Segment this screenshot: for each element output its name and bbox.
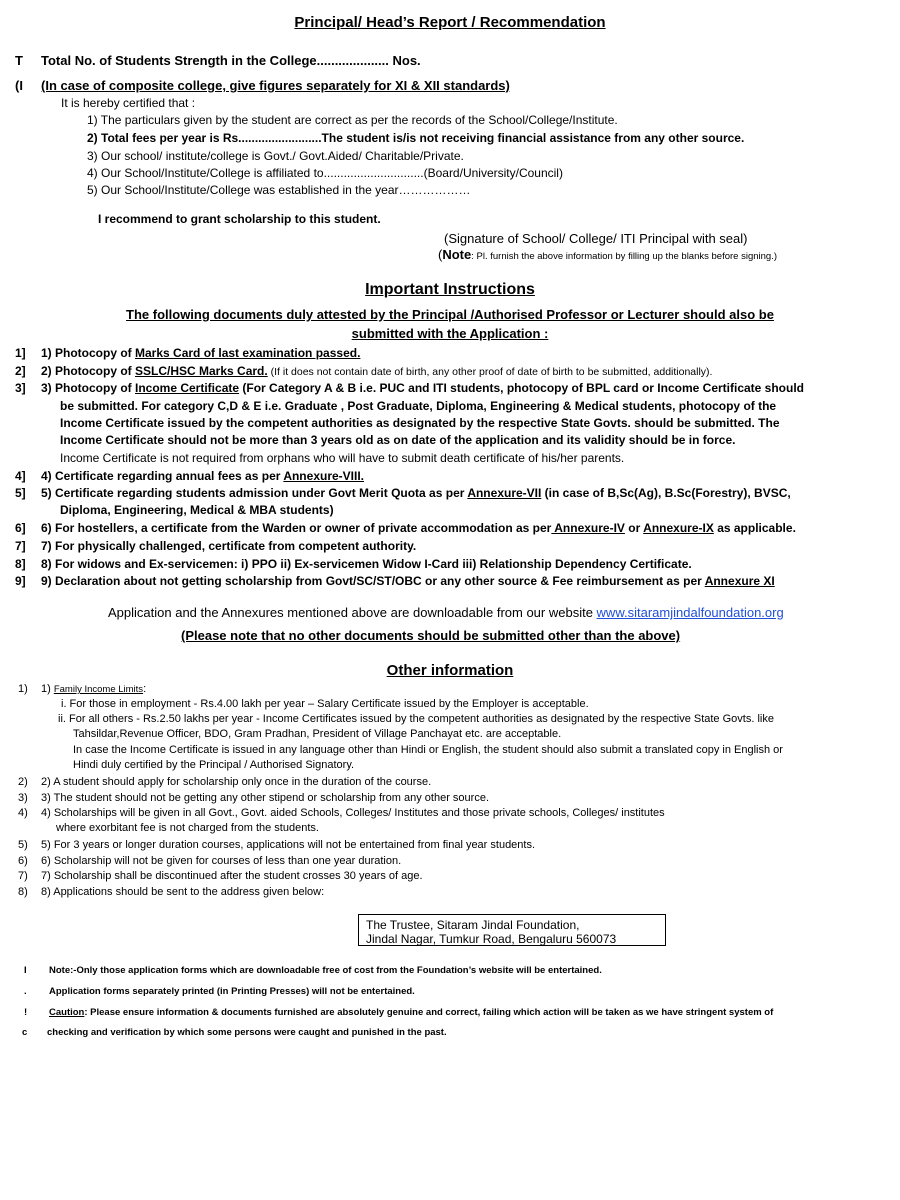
other-item-3: 3) The student should not be getting any other stipend or scholarship from any other source.: [41, 792, 490, 804]
cert-item-3: 3) Our school/ institute/college is Govt./ Govt.Aided/ Charitable/Private.: [87, 149, 464, 163]
cert-item-5: 5) Our School/Institute/College was established in the year………………: [87, 183, 471, 197]
caution-note: Caution: Please ensure information & documents furnished are absolutely genuine and correct, failing which action will be taken as we have stringent system of: [49, 1007, 774, 1018]
instruction-item-7: 7) For physically challenged, certificate from competent authority.: [41, 539, 417, 553]
note-marker: !: [24, 1007, 28, 1018]
note-label: Note: [442, 247, 472, 262]
instruction-item-9: 9) Declaration about not getting scholarship from Govt/SC/ST/OBC or any other source & Fee reimbursement as per Annexure XI: [41, 574, 775, 588]
cert-item-2: 2) Total fees per year is Rs.........................The student is/is not receiving financial assistance from any other source.: [87, 131, 745, 145]
instruction-item-3-line: be submitted. For category C,D & E i.e. Graduate , Post Graduate, Diploma, Engineering & Medical students, photocopy of the: [60, 399, 777, 413]
instructions-title: Important Instructions: [365, 281, 535, 298]
instruction-item-5: 5) Certificate regarding students admission under Govt Merit Quota as per Annexure-VII (in case of B,Sc(Ag), B.Sc(Forestry), BVSC,: [41, 486, 791, 500]
item-marker: 5): [18, 839, 28, 851]
other-item-4: 4) Scholarships will be given in all Govt., Govt. aided Schools, Colleges/ Institutes and those private schools, Colleges/ institutes: [41, 807, 665, 819]
please-note: (Please note that no other documents should be submitted other than the above): [181, 628, 681, 643]
instruction-item-3-line: Income Certificate is not required from orphans who will have to submit death certificate of his/her parents.: [60, 451, 625, 465]
item-marker: 7]: [15, 539, 26, 553]
item-marker: 9]: [15, 574, 26, 588]
item-marker: 2): [18, 776, 28, 788]
address-line-2: Jindal Nagar, Tumkur Road, Bengaluru 560073: [366, 932, 617, 946]
other-item-7: 7) Scholarship shall be discontinued after the student crosses 30 years of age.: [41, 870, 423, 882]
certified-intro: It is hereby certified that :: [61, 96, 196, 110]
other-item-1: 1) Family Income Limits:: [41, 683, 147, 695]
download-only-note: Note:-Only those application forms which are downloadable free of cost from the Foundation’s website will be entertained.: [49, 965, 602, 976]
instructions-subtitle-line-1: The following documents duly attested by the Principal /Authorised Professor or Lecturer should also be: [126, 307, 774, 322]
instruction-item-5-line: Diploma, Engineering, Medical & MBA students): [60, 503, 334, 517]
fill-note: (Note: Pl. furnish the above information by filling up the blanks before signing.): [438, 247, 777, 262]
address-line-1: The Trustee, Sitaram Jindal Foundation,: [366, 918, 580, 932]
item-marker: 4]: [15, 469, 26, 483]
translation-note-line: Hindi duly certified by the Principal / Authorised Signatory.: [73, 759, 355, 771]
composite-note: (In case of composite college, give figures separately for XI & XII standards): [41, 78, 510, 93]
printed-forms-note: Application forms separately printed (in Printing Presses) will not be entertained.: [49, 986, 415, 997]
recommend-statement: I recommend to grant scholarship to this student.: [98, 212, 381, 226]
item-marker: 6): [18, 855, 28, 867]
instruction-item-4: 4) Certificate regarding annual fees as per Annexure-VIII.: [41, 469, 364, 483]
website-link[interactable]: www.sitaramjindalfoundation.org: [596, 605, 784, 620]
instruction-item-3: 3) Photocopy of Income Certificate (For Category A & B i.e. PUC and ITI students, photocopy of BPL card or Income Certificate should: [41, 381, 804, 395]
left-marker: T: [15, 53, 23, 68]
instructions-subtitle-line-2: submitted with the Application :: [351, 326, 549, 341]
item-marker: 4): [18, 807, 28, 819]
instruction-item-2: 2) Photocopy of SSLC/HSC Marks Card. (If it does not contain date of birth, any other proof of date of birth to be submitted, additionally).: [41, 364, 713, 378]
note-marker: c: [22, 1027, 28, 1038]
item-marker: 1): [18, 683, 28, 695]
report-title: Principal/ Head’s Report / Recommendation: [294, 14, 606, 31]
translation-note: In case the Income Certificate is issued in any language other than Hindi or English, the student should also submit a translated copy in English or: [73, 744, 783, 756]
other-item-2: 2) A student should apply for scholarship only once in the duration of the course.: [41, 776, 432, 788]
caution-note-line: checking and verification by which some persons were caught and punished in the past.: [47, 1027, 447, 1038]
item-marker: 8]: [15, 557, 26, 571]
item-marker: 7): [18, 870, 28, 882]
income-limit-employment: i. For those in employment - Rs.4.00 lakh per year – Salary Certificate issued by the Employer is acceptable.: [61, 698, 589, 710]
instruction-item-3-line: Income Certificate should not be more than 3 years old as on date of the application and its validity should be in force.: [60, 433, 736, 447]
download-note: Application and the Annexures mentioned above are downloadable from our website www.sitaramjindalfoundation.org: [108, 605, 784, 620]
item-marker: 2]: [15, 364, 26, 378]
cert-item-1: 1) The particulars given by the student are correct as per the records of the School/College/Institute.: [87, 113, 618, 127]
note-marker: I: [24, 965, 27, 976]
item-marker: 6]: [15, 521, 26, 535]
income-limit-others-line: Tahsildar,Revenue Officer, BDO, Gram Pradhan, President of Village Panchayat etc. are acceptable.: [73, 728, 562, 740]
instruction-item-8: 8) For widows and Ex-servicemen: i) PPO ii) Ex-servicemen Widow I-Card iii) Relationship Dependency Certificate.: [41, 557, 692, 571]
income-limit-others: ii. For all others - Rs.2.50 lakhs per year - Income Certificates issued by the competent authorities as designated by the respective State Govts. like: [58, 713, 774, 725]
total-strength-line: Total No. of Students Strength in the College.................... Nos.: [41, 53, 421, 68]
other-info-title: Other information: [386, 662, 514, 679]
item-marker: 1]: [15, 346, 26, 360]
caution-label: Caution: [49, 1007, 85, 1018]
instruction-item-1: 1) Photocopy of Marks Card of last examination passed.: [41, 346, 361, 360]
signature-line: (Signature of School/ College/ ITI Principal with seal): [444, 231, 748, 246]
other-item-6: 6) Scholarship will not be given for courses of less than one year duration.: [41, 855, 402, 867]
address-box: [358, 914, 666, 946]
item-marker: 3]: [15, 381, 26, 395]
instruction-item-6: 6) For hostellers, a certificate from the Warden or owner of private accommodation as per Annexure-IV or Annexure-IX as applicable.: [41, 521, 796, 535]
other-item-8: 8) Applications should be sent to the address given below:: [41, 886, 325, 898]
other-item-4-line: where exorbitant fee is not charged from the students.: [56, 822, 319, 834]
item-marker: 8): [18, 886, 28, 898]
item-marker: 3): [18, 792, 28, 804]
cert-item-4: 4) Our School/Institute/College is affiliated to..............................(Board/University/Council): [87, 166, 563, 180]
note-marker: .: [24, 986, 27, 997]
left-marker: (I: [15, 78, 23, 93]
instruction-item-3-line: Income Certificate issued by the competent authorities as designated by the respective State Govts. should be submitted. The: [60, 416, 780, 430]
other-item-5: 5) For 3 years or longer duration courses, applications will not be entertained from final year students.: [41, 839, 536, 851]
item-marker: 5]: [15, 486, 26, 500]
